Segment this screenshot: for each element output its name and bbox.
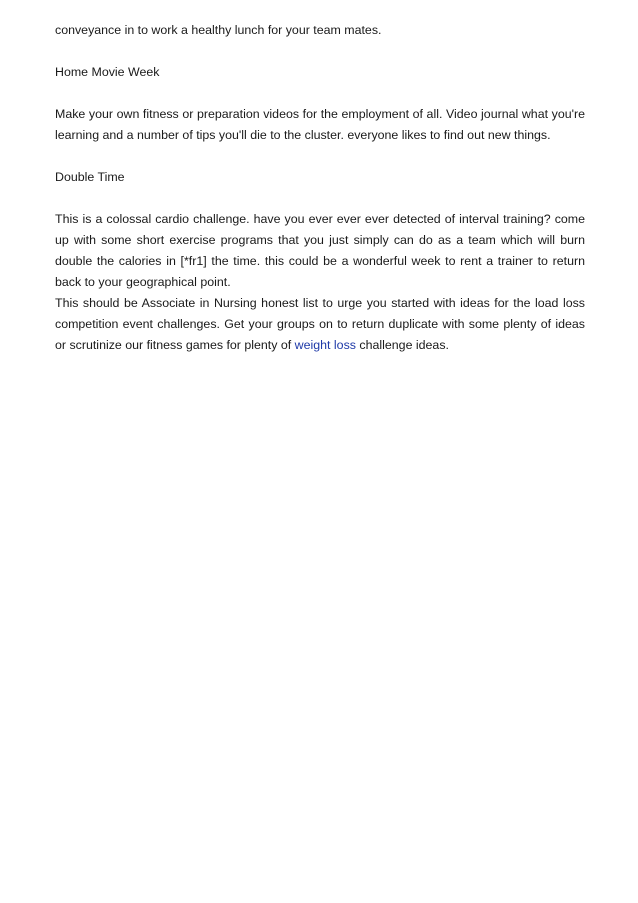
document-page bbox=[55, 20, 585, 356]
intro-paragraph: conveyance in to work a healthy lunch for your team mates. bbox=[55, 23, 382, 37]
double-time-paragraph: This is a colossal cardio challenge. have you ever ever ever detected of interval training? come up with some short exercise programs that you just simply can do as a team which will burn double the calories in [*fr1] the time. this could be a wonderful week to rent a trainer to return back to your geographical point. bbox=[55, 212, 585, 289]
closing-text-after-link: challenge ideas. bbox=[355, 338, 449, 352]
section-heading-double-time: Double Time bbox=[55, 170, 125, 184]
home-movie-paragraph: Make your own fitness or preparation videos for the employment of all. Video journal what you're learning and a number of tips you'll die to the cluster. everyone likes to find out new things. bbox=[55, 107, 585, 142]
section-heading-home-movie-week: Home Movie Week bbox=[55, 65, 160, 79]
closing-text-before-link: This should be Associate in Nursing honest list to urge you started with ideas for the load loss competition event challenges. Get your groups on to return duplicate with some plenty of ideas or scrutinize our fitness games for plenty of bbox=[55, 296, 585, 352]
closing-paragraph bbox=[55, 293, 585, 356]
weight-loss-link[interactable]: weight loss bbox=[294, 338, 356, 352]
